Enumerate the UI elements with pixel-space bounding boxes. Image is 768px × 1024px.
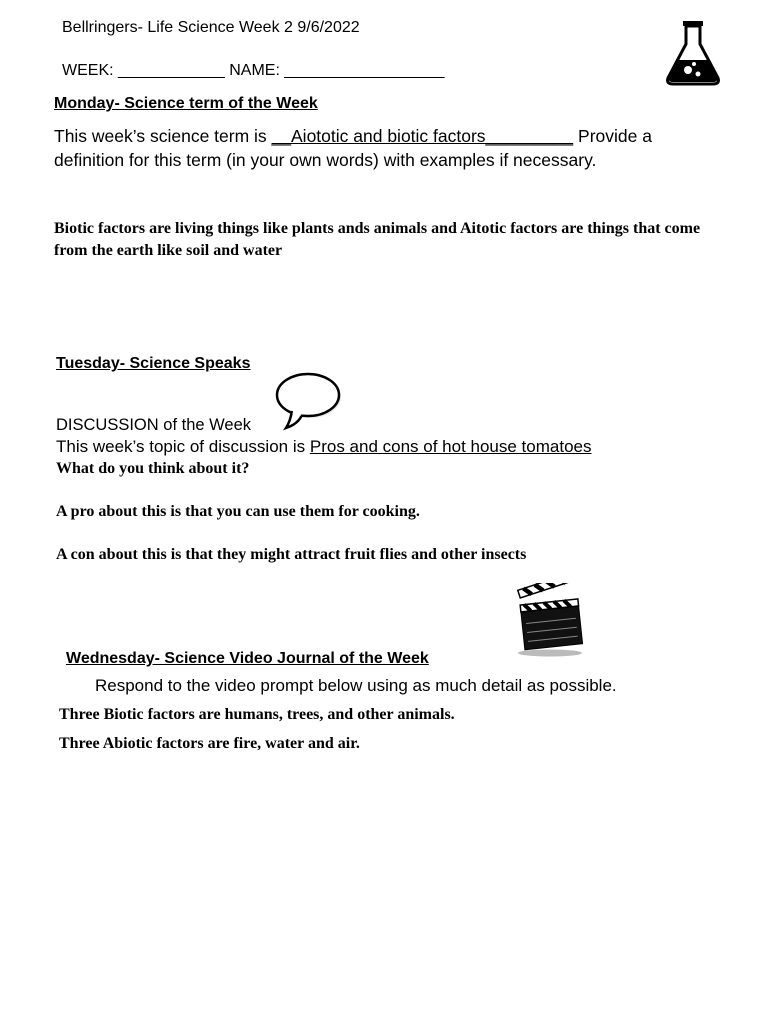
video-instruction: Respond to the video prompt below using as much detail as possible. xyxy=(95,676,617,695)
tuesday-heading: Tuesday- Science Speaks xyxy=(56,355,251,372)
discussion-question: What do you think about it? xyxy=(56,460,250,477)
definition-prompt: definition for this term (in your own words) with examples if necessary. xyxy=(54,150,597,170)
topic-line xyxy=(56,437,591,457)
speech-bubble-icon xyxy=(270,372,344,432)
week-blank: ____________ xyxy=(118,62,225,79)
term-line xyxy=(54,126,652,147)
week-name-row xyxy=(62,62,445,80)
discussion-label: DISCUSSION of the Week xyxy=(56,416,252,434)
week-label: WEEK: xyxy=(62,62,114,79)
topic-value: Pros and cons of hot house tomatoes xyxy=(309,437,592,456)
worksheet-title: Bellringers- Life Science Week 2 9/6/2022 xyxy=(62,19,360,36)
topic-prefix: This week’s topic of discussion is xyxy=(56,437,306,456)
wednesday-heading: Wednesday- Science Video Journal of the Week xyxy=(66,650,429,667)
name-label: NAME: xyxy=(229,62,280,79)
biotic-answer: Three Biotic factors are humans, trees, and other animals. xyxy=(59,706,455,723)
pro-answer: A pro about this is that you can use them for cooking. xyxy=(56,503,420,520)
name-blank: __________________ xyxy=(284,62,445,79)
term-suffix: Provide a xyxy=(578,126,652,146)
term-prefix: This week’s science term is xyxy=(54,126,267,146)
abiotic-answer: Three Abiotic factors are fire, water and air. xyxy=(59,735,360,752)
term-value: __Aiototic and biotic factors_________ xyxy=(271,126,574,146)
clapperboard-icon xyxy=(512,583,588,659)
monday-answer: Biotic factors are living things like plants ands animals and Aitotic factors are things that come from the earth like soil and water xyxy=(54,220,701,259)
con-answer: A con about this is that they might attract fruit flies and other insects xyxy=(56,546,527,563)
flask-icon xyxy=(664,20,722,86)
monday-heading: Monday- Science term of the Week xyxy=(54,95,318,112)
